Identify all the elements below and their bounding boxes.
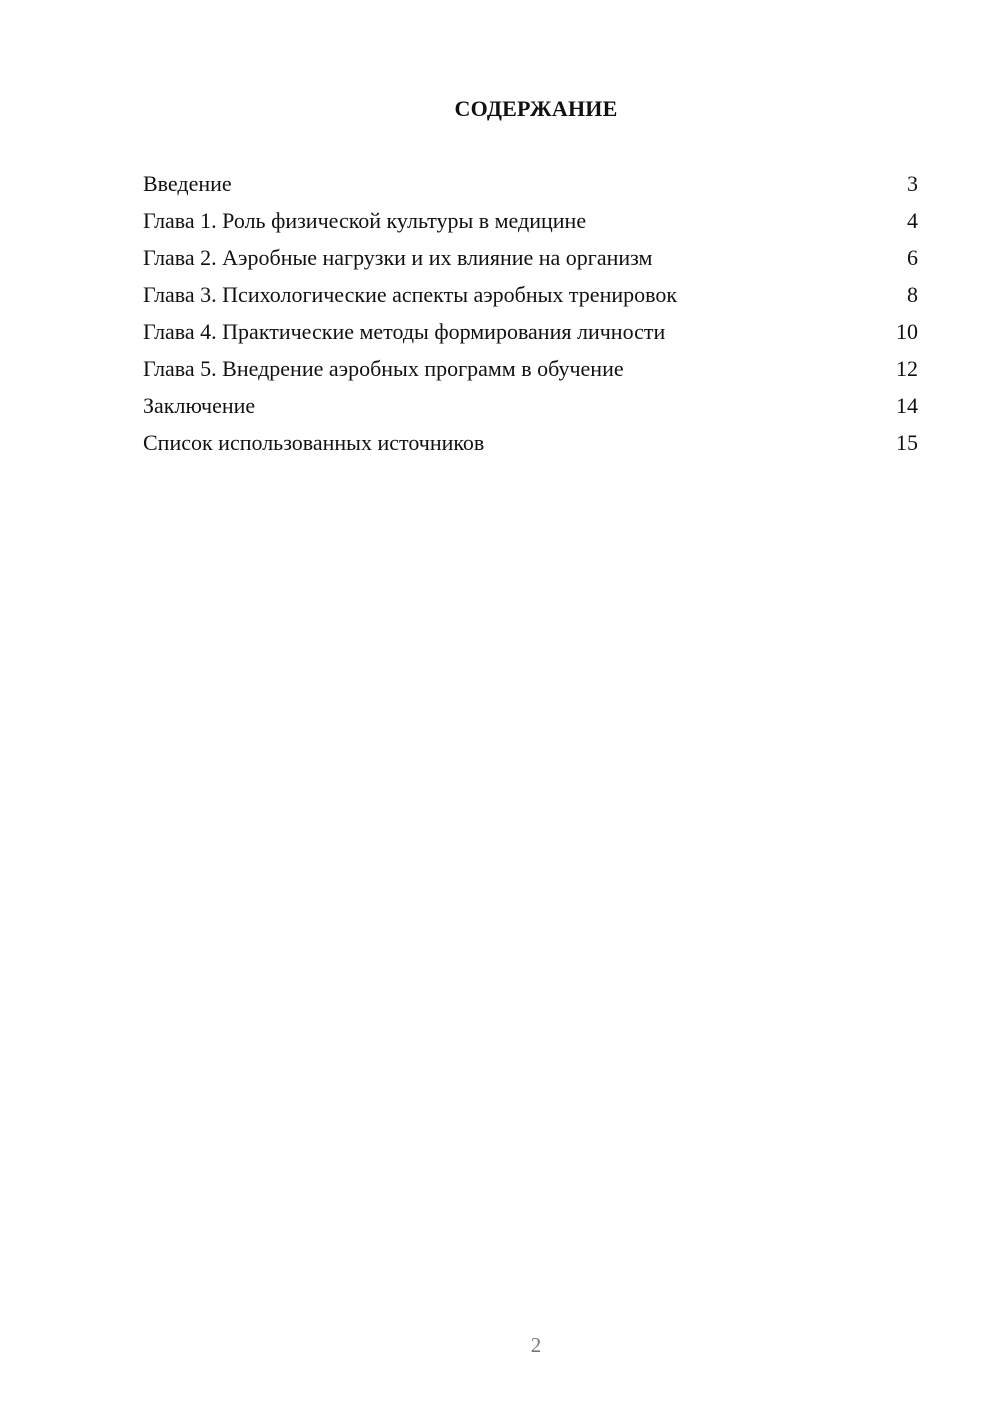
toc-entry-chapter-2[interactable] (143, 242, 918, 279)
toc-entry-page: 6 (907, 245, 918, 270)
toc-entry-page: 12 (896, 356, 918, 381)
toc-entry-page: 4 (907, 208, 918, 233)
toc-entry-references[interactable] (143, 427, 918, 464)
toc-entry-label: Глава 4. Практические методы формирования личности (143, 319, 666, 344)
toc-entry-label: Заключение (143, 393, 256, 418)
table-of-contents (143, 168, 918, 464)
toc-entry-label: Глава 2. Аэробные нагрузки и их влияние на организм (143, 245, 653, 270)
toc-entry-label: Глава 5. Внедрение аэробных программ в обучение (143, 356, 624, 381)
toc-entry-label: Введение (143, 171, 232, 196)
page-number: 2 (530, 1333, 542, 1357)
toc-entry-page: 10 (896, 319, 918, 344)
toc-entry-conclusion[interactable] (143, 390, 918, 427)
toc-entry-label: Список использованных источников (143, 430, 485, 455)
toc-entry-chapter-5[interactable] (143, 353, 918, 390)
toc-entry-introduction[interactable] (143, 168, 918, 205)
page-title: СОДЕРЖАНИЕ (454, 96, 618, 121)
toc-entry-page: 14 (896, 393, 918, 418)
toc-entry-page: 3 (907, 171, 918, 196)
toc-entry-chapter-1[interactable] (143, 205, 918, 242)
toc-entry-chapter-3[interactable] (143, 279, 918, 316)
toc-entry-page: 8 (907, 282, 918, 307)
toc-entry-label: Глава 3. Психологические аспекты аэробных тренировок (143, 282, 678, 307)
toc-entry-page: 15 (896, 430, 918, 455)
toc-entry-label: Глава 1. Роль физической культуры в медицине (143, 208, 587, 233)
toc-entry-chapter-4[interactable] (143, 316, 918, 353)
